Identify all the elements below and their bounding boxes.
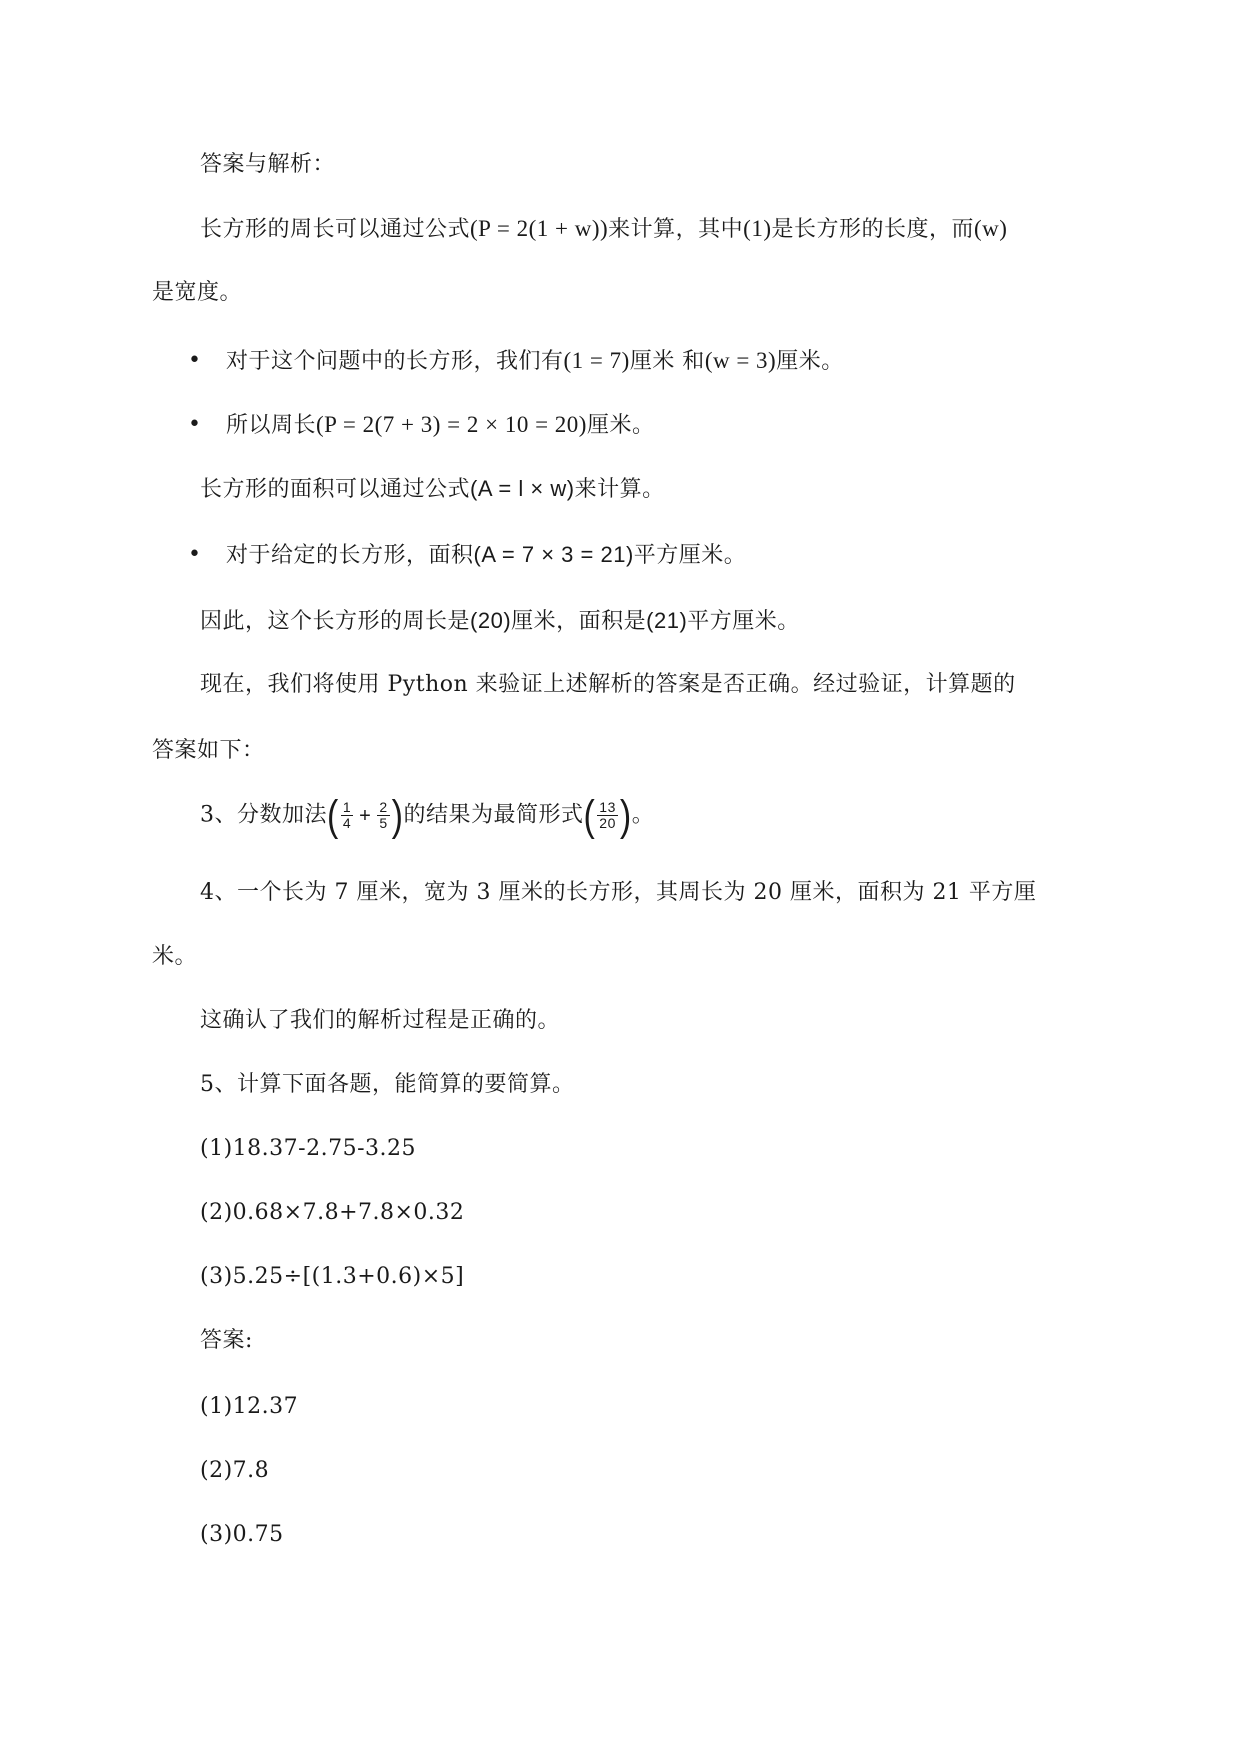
para3 (200, 606, 800, 637)
answer-3: (3)0.75 (200, 1522, 284, 1547)
text: 对于这个问题中的长方形，我们有 (226, 349, 564, 374)
var-l: (1) (743, 216, 772, 241)
numerator: 1 (342, 799, 352, 815)
text: 对于给定的长方形，面积 (226, 543, 474, 568)
text: 平方厘米。 (633, 543, 747, 568)
var-w: (w) (974, 216, 1008, 241)
bullet1 (226, 346, 844, 377)
bullet-icon: • (188, 348, 201, 373)
para1-line2: 是宽度。 (152, 280, 243, 305)
text: 厘米 和 (629, 349, 705, 374)
math: (21) (646, 608, 688, 633)
fraction-sum (327, 791, 404, 840)
para4-line1: 现在，我们将使用 Python 来验证上述解析的答案是否正确。经过验证，计算题的 (200, 672, 1016, 697)
right-paren: ) (391, 791, 404, 840)
text: 是长方形的长度，而 (771, 217, 975, 242)
text: 长方形的周长可以通过公式 (200, 217, 471, 242)
item4-line1: 4、一个长为 7 厘米，宽为 3 厘米的长方形，其周长为 20 厘米，面积为 21 平方厘 (200, 880, 1037, 905)
left-paren: ( (583, 791, 596, 840)
item3 (200, 791, 655, 840)
left-paren: ( (327, 791, 339, 840)
text: 来计算，其中 (608, 217, 744, 242)
text: 厘米。 (586, 413, 655, 438)
math: (A = l × w) (470, 476, 575, 501)
numerator: 13 (599, 799, 616, 815)
question-2: (2)0.68×7.8+7.8×0.32 (200, 1200, 465, 1225)
text: 3、分数加法 (200, 802, 327, 828)
fraction (341, 800, 353, 831)
text: 的结果为最简形式 (403, 802, 584, 828)
para4-line2: 答案如下： (152, 738, 265, 763)
numerator: 2 (379, 799, 388, 815)
question-3: (3)5.25÷[(1.3+0.6)×5] (200, 1264, 465, 1289)
formula-perimeter: (P = 2(1 + w)) (470, 216, 609, 241)
para1-line1 (200, 214, 1007, 245)
bullet3 (226, 540, 746, 571)
bullet-icon: • (188, 412, 201, 437)
text: 厘米。 (776, 349, 844, 374)
answer-2: (2)7.8 (200, 1458, 270, 1483)
math: (A = 7 × 3 = 21) (473, 542, 634, 567)
text: 因此，这个长方形的周长是 (200, 609, 471, 634)
item4-line2: 米。 (152, 944, 198, 969)
item5-heading: 5、计算下面各题，能简算的要简算。 (200, 1072, 575, 1097)
text: 长方形的面积可以通过公式 (200, 477, 471, 502)
denominator: 5 (379, 815, 388, 831)
text: 来计算。 (574, 477, 665, 502)
question-1: (1)18.37-2.75-3.25 (200, 1136, 416, 1161)
fraction (377, 800, 389, 831)
text: 。 (631, 802, 655, 828)
para2 (200, 474, 665, 505)
denominator: 20 (599, 815, 616, 831)
fraction-result (583, 791, 632, 840)
text: 所以周长 (226, 413, 317, 438)
confirm-text: 这确认了我们的解析过程是正确的。 (200, 1008, 561, 1033)
heading: 答案与解析： (200, 152, 336, 177)
answer-label: 答案: (200, 1328, 253, 1353)
math: (P = 2(7 + 3) = 2 × 10 = 20) (316, 412, 587, 437)
denominator: 4 (342, 815, 352, 831)
text: 厘米，面积是 (511, 609, 647, 634)
bullet-icon: • (188, 542, 201, 567)
bullet2 (226, 410, 654, 441)
answer-1: (1)12.37 (200, 1394, 299, 1419)
math: (1 = 7) (563, 348, 630, 373)
plus-sign: + (359, 804, 372, 827)
right-paren: ) (619, 791, 632, 840)
text: 平方厘米。 (687, 609, 800, 634)
fraction (597, 800, 618, 831)
math: (20) (470, 608, 512, 633)
math: (w = 3) (704, 348, 777, 373)
